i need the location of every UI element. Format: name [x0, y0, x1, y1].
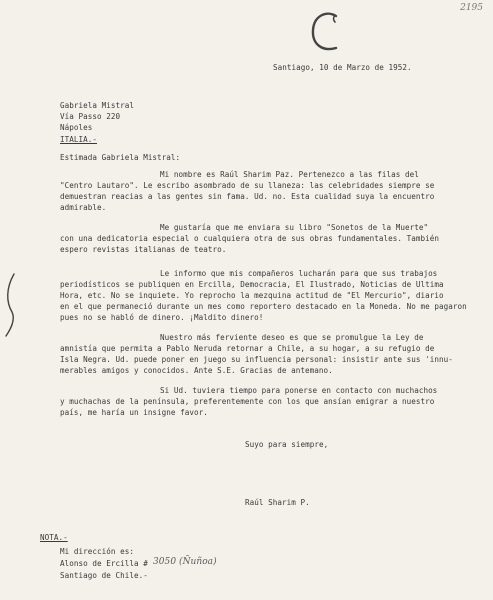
paragraph-line: merables amigos y conocidos. Ante S.E. Gracias de antemano.: [60, 366, 333, 375]
paragraph-line: en el que permaneció durante un mes como reportero destacado en la Moneda. No me pagaron: [60, 302, 467, 311]
note-line: Santiago de Chile.-: [60, 571, 148, 580]
paragraph-line: Mi nombre es Raúl Sharim Paz. Pertenezco a las filas del: [160, 170, 419, 179]
note-line: Alonso de Ercilla #: [60, 559, 148, 568]
paragraph-line: periodísticos se publiquen en Ercilla, Democracia, El Ilustrado, Noticias de Ultima: [60, 280, 444, 289]
paragraph-line: Nuestro más ferviente deseo es que se promulgue la Ley de: [160, 333, 424, 342]
paragraph-line: demuestran reacias a las gentes sin fama. Ud. no. Esta cualidad suya la encuentro: [60, 192, 435, 201]
signature: Raúl Sharim P.: [245, 498, 310, 507]
handwritten-c-mark: [306, 8, 346, 56]
margin-pen-mark: [2, 272, 18, 338]
paragraph-line: y muchachas de la península, preferentemente con los que ansían emigrar a nuestro: [60, 397, 435, 406]
paragraph-line: espero revistas italianas de teatro.: [60, 245, 227, 254]
paragraph-line: amnistía que permita a Pablo Neruda retornar a Chile, a su hogar, a su refugio de: [60, 344, 435, 353]
closing: Suyo para siempre,: [245, 440, 329, 449]
paragraph-line: pues no se habló de dinero. ¡Maldito dinero!: [60, 313, 264, 322]
archive-number: 2195: [460, 3, 483, 13]
paragraph-line: con una dedicatoria especial o cualquiera otra de sus obras fundamentales. También: [60, 234, 439, 243]
paragraph-line: Isla Negra. Ud. puede poner en juego su influencia personal: insistir ante sus 'innu-: [60, 355, 453, 364]
date-line: Santiago, 10 de Marzo de 1952.: [273, 63, 412, 72]
paragraph-line: Le informo que mis compañeros lucharán para que sus trabajos: [160, 269, 438, 278]
note-line: Mi dirección es:: [60, 547, 134, 556]
addressee-street: Vía Passo 220: [60, 112, 121, 121]
paragraph-line: Si Ud. tuviera tiempo para ponerse en contacto con muchachos: [160, 386, 438, 395]
addressee-country: ITALIA.-: [60, 135, 97, 144]
note-label: NOTA.-: [40, 533, 68, 542]
greeting: Estimada Gabriela Mistral:: [60, 153, 181, 162]
paragraph-line: Me gustaría que me enviara su libro "Sonetos de la Muerte": [160, 223, 429, 232]
addressee-name: Gabriela Mistral: [60, 101, 134, 110]
note-handwritten-address: 3050 (Ñuñoa): [153, 557, 217, 567]
paragraph-line: Hora, etc. No se inquiete. Yo reprocho la mezquina actitud de "El Mercurio", diario: [60, 291, 444, 300]
addressee-city: Nápoles: [60, 123, 93, 132]
paragraph-line: país, me haría un insigne favor.: [60, 408, 208, 417]
paragraph-line: "Centro Lautaro". Le escribo asombrado de su llaneza: las celebridades siempre se: [60, 181, 435, 190]
paragraph-line: admirable.: [60, 203, 107, 212]
